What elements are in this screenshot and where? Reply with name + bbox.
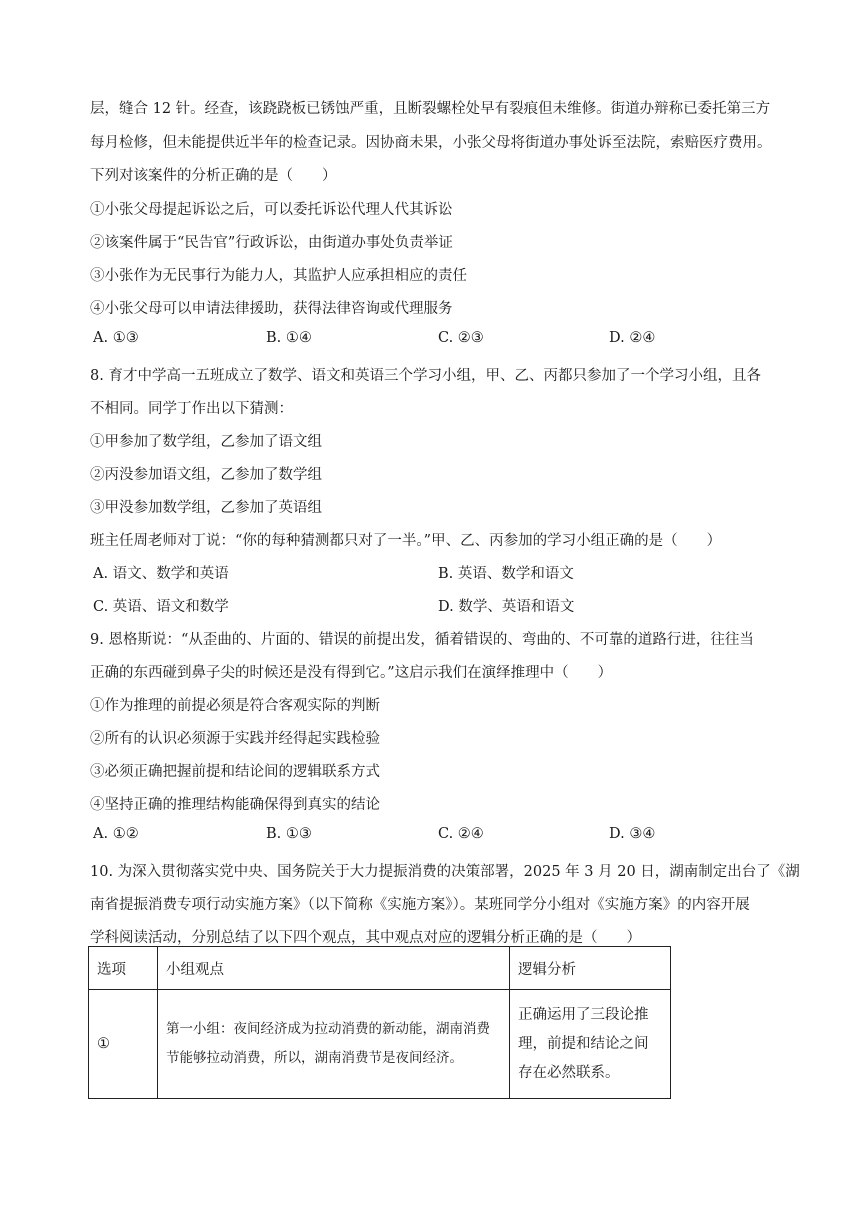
- table-cell-analysis-wrap: [510, 990, 671, 1099]
- q10-table: [88, 946, 671, 1099]
- q7-item-1: ①小张父母提起诉讼之后，可以委托诉讼代理人代其诉讼: [90, 202, 453, 218]
- q7-item-4: ④小张父母可以申请法律援助，获得法律咨询或代理服务: [90, 301, 453, 317]
- q9-option-d: D. ③④: [609, 826, 656, 842]
- q7-option-a: A. ①③: [93, 330, 139, 346]
- q9-item-3: ③必须正确把握前提和结论间的逻辑联系方式: [90, 764, 380, 780]
- q10-text-line-1: 10. 为深入贯彻落实党中央、国务院关于大力提振消费的决策部署，2025 年 3 月 20 日，湖南制定出台了《湖: [90, 864, 800, 880]
- q8-item-3: ③甲没参加数学组，乙参加了英语组: [90, 500, 322, 516]
- q8-text-line-2: 不相同。同学丁作出以下猜测：: [90, 401, 293, 417]
- q7-option-c: C. ②③: [438, 330, 484, 346]
- q9-option-c: C. ②④: [438, 826, 484, 842]
- q8-item-1: ①甲参加了数学组，乙参加了语文组: [90, 434, 322, 450]
- q7-stem: 下列对该案件的分析正确的是（ ）: [90, 168, 337, 184]
- table-row: [89, 990, 671, 1099]
- table-cell-view: 第一小组：夜间经济成为拉动消费的新动能，湖南消费节能够拉动消费，所以，湖南消费节是夜间经济。: [166, 1021, 490, 1066]
- q9-text-line-1: 9. 恩格斯说：“从歪曲的、片面的、错误的前提出发，循着错误的、弯曲的、不可靠的道路行进，往往当: [90, 632, 754, 648]
- q9-item-4: ④坚持正确的推理结构能确保得到真实的结论: [90, 797, 380, 813]
- table-cell-view-wrap: [158, 990, 510, 1099]
- q10-stem: 学科阅读活动，分别总结了以下四个观点，其中观点对应的逻辑分析正确的是（ ）: [90, 930, 641, 946]
- q10-text-line-2: 南省提振消费专项行动实施方案》（以下简称《实施方案》）。某班同学分小组对《实施方案》的内容开展: [90, 897, 750, 913]
- q7-text-line-2: 每月检修，但未能提供近半年的检查记录。因协商未果，小张父母将街道办事处诉至法院，索赔医疗费用。: [90, 135, 772, 151]
- q7-option-d: D. ②④: [609, 330, 656, 346]
- q9-text-line-2: 正确的东西碰到鼻子尖的时候还是没有得到它。”这启示我们在演绎推理中（ ）: [90, 665, 613, 681]
- q7-text-line-1: 层，缝合 12 针。经查，该跷跷板已锈蚀严重，且断裂螺栓处早有裂痕但未维修。街道办辩称已委托第三方: [90, 101, 771, 117]
- q8-option-b: B. 英语、数学和语文: [438, 566, 574, 582]
- q8-stem: 班主任周老师对丁说：“你的每种猜测都只对了一半。”甲、乙、丙参加的学习小组正确的是（ ）: [90, 533, 722, 549]
- q8-text-line-1: 8. 育才中学高一五班成立了数学、语文和英语三个学习小组，甲、乙、丙都只参加了一个学习小组，且各: [90, 368, 761, 384]
- q8-option-c: C. 英语、语文和数学: [93, 599, 229, 615]
- table-cell-analysis: 正确运用了三段论推理，前提和结论之间存在必然联系。: [518, 1006, 649, 1081]
- q9-item-1: ①作为推理的前提必须是符合客观实际的判断: [90, 698, 380, 714]
- q8-option-a: A. 语文、数学和英语: [93, 566, 229, 582]
- q8-option-d: D. 数学、英语和语文: [438, 599, 575, 615]
- q8-item-2: ②丙没参加语文组，乙参加了数学组: [90, 467, 322, 483]
- table-header-analysis: 逻辑分析: [510, 947, 671, 990]
- q9-option-a: A. ①②: [93, 826, 139, 842]
- q9-item-2: ②所有的认识必须源于实践并经得起实践检验: [90, 731, 380, 747]
- table-cell-option: ①: [89, 990, 158, 1099]
- q7-option-b: B. ①④: [266, 330, 312, 346]
- table-header-option: 选项: [89, 947, 158, 990]
- q7-item-3: ③小张作为无民事行为能力人，其监护人应承担相应的责任: [90, 268, 467, 284]
- table-header-row: [89, 947, 671, 990]
- q7-item-2: ②该案件属于“民告官”行政诉讼，由街道办事处负责举证: [90, 235, 453, 251]
- table-header-view: 小组观点: [158, 947, 510, 990]
- q9-option-b: B. ①③: [266, 826, 312, 842]
